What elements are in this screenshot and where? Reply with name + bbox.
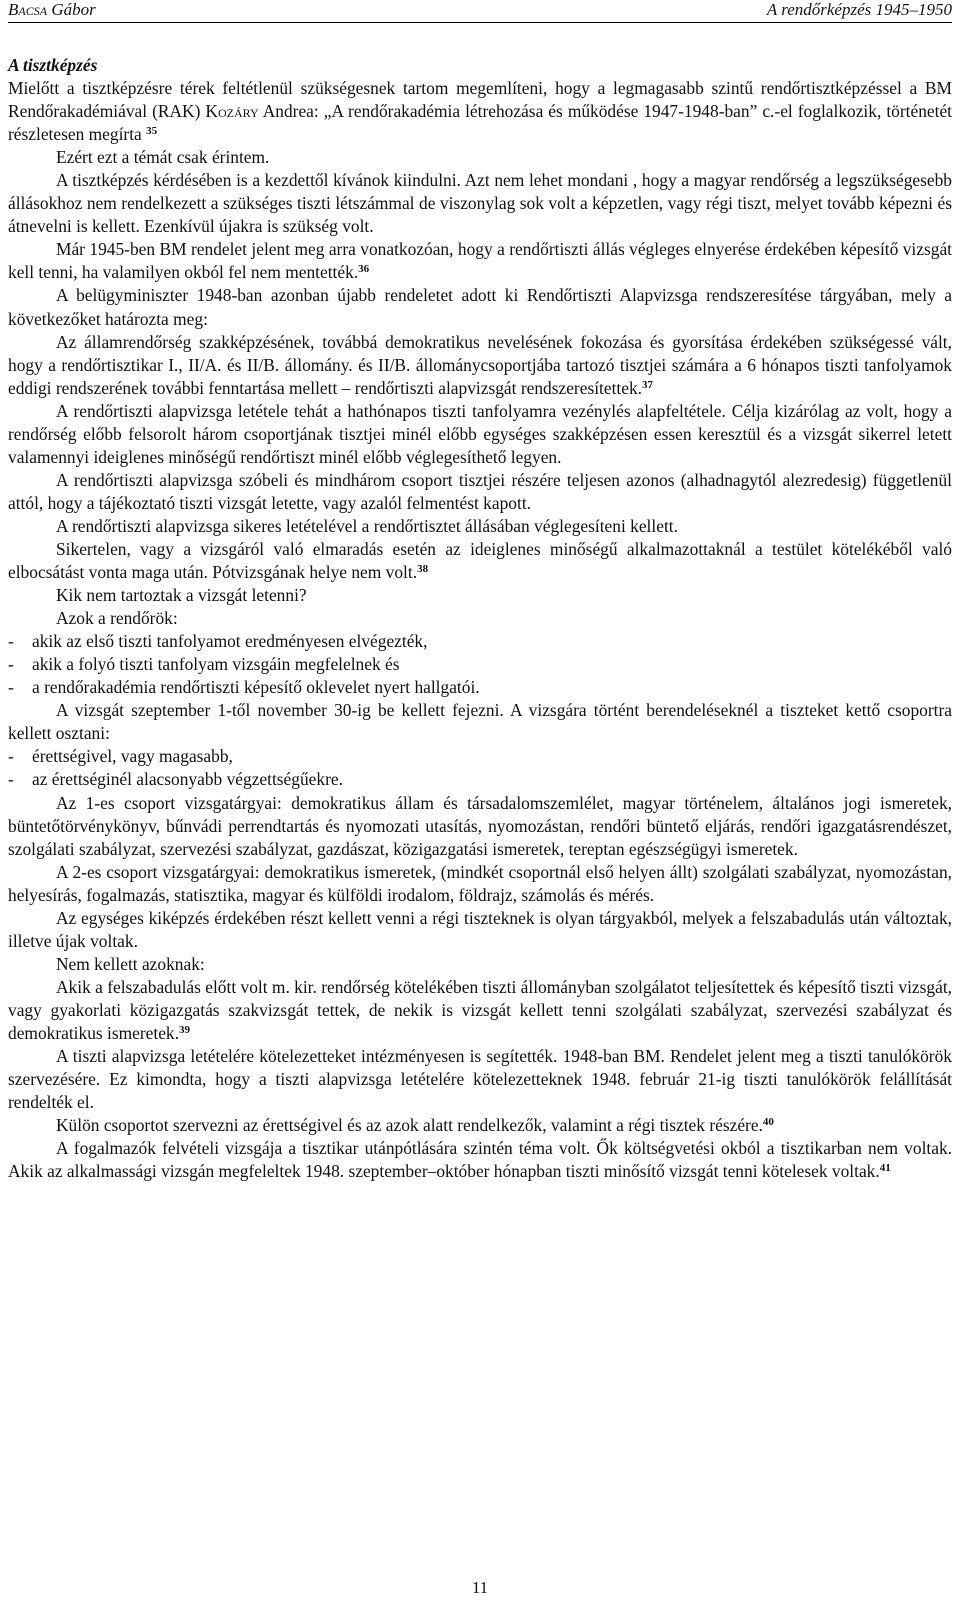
footnote-ref: 35 [146, 125, 158, 138]
header-title: A rendőrképzés 1945–1950 [766, 0, 952, 19]
paragraph: Már 1945-ben BM rendelet jelent meg arra vonatkozóan, hogy a rendőrtiszti állás végleges elnyerése érdekében képesítő vizsgát kell tenni, ha valamilyen okból fel nem mentették.$^{36}$ [8, 239, 952, 283]
footnote-ref: 39 [178, 1023, 190, 1036]
list-item: - akik az első tiszti tanfolyamot eredményesen elvégezték, [8, 631, 428, 652]
paragraph: A rendőrtiszti alapvizsga sikeres letételével a rendőrtisztet állásában véglegesíteni kellett. [56, 515, 678, 536]
paragraph: Sikertelen, vagy a vizsgáról való elmaradás esetén az ideiglenes minőségű alkalmazottaknál a testület kötelékéből való elbocsátást vonta maga után. Pótvizsgának helye nem volt.$^{38}$ [8, 538, 952, 583]
paragraph: Mielőtt a tisztképzésre térek feltétlenül szükségesnek tartom megemlíteni, hogy a legmagasabb szintű rendőrtisztképzéssel a BM Rendőrakadémiával (RAK) Kozáry Andrea: „A rendőrakadémia létrehozása és működése 1947-1948-ban” c.-el foglalkozik, történetét részletesen megírta $^{35}$ [8, 78, 952, 145]
paragraph: Az államrendőrség szakképzésének, továbbá demokratikus nevelésének fokozása és gyorsítása érdekében szükségessé vált, hogy a rendőrtisztikar I., II/A. és II/B. állomány. és II/B. állománycsoportjába tartozó tisztjei számára a 6 hónapos tiszti tanfolyamok eddigi rendszerének további fenntartása mellett – rendőrtiszti alapvizsgát rendszeresítettek.$^{37}$ [8, 331, 952, 398]
footnote-ref: 38 [417, 563, 429, 576]
list-item: - akik a folyó tiszti tanfolyam vizsgáin megfelelnek és [8, 654, 400, 675]
section-heading: A tisztképzés [8, 55, 98, 75]
page-number: 11 [471, 1578, 489, 1597]
paragraph: A fogalmazók felvételi vizsgája a tisztikar utánpótlására szintén téma volt. Ők költségvetési okból a tisztikarban nem voltak. Akik az alkalmassági vizsgán megfeleltek 1948. szeptember–október hónapban tiszti minősítő vizsgát tenni kötelesek voltak.$^{41}$ [8, 1138, 952, 1182]
paragraph: A rendőrtiszti alapvizsga szóbeli és mindhárom csoport tisztjei részére teljesen azonos (alhadnagytól alezredesig) függetlenül attól, hogy a tájékoztató tiszti vizsgát letette, vagy azalól felmentést kapott. [8, 469, 952, 513]
footnote-ref: 36 [358, 263, 370, 276]
paragraph: Azok a rendőrök: [56, 608, 178, 629]
page-body [8, 54, 952, 1183]
paragraph: A tiszti alapvizsga letételére kötelezetteket intézményesen is segítették. 1948-ban BM. Rendelet jelent meg a tiszti tanulókörök szervezésére. Ez kimondta, hogy a tiszti alapvizsga letételére kötelezetteknek 1948. február 21-ig tiszti tanulókörök felállítását rendelték el. [8, 1046, 952, 1113]
list-item: - az érettséginél alacsonyabb végzettségűekre. [8, 769, 343, 790]
paragraph: Nem kellett azoknak: [56, 953, 205, 974]
running-header [8, 0, 952, 23]
paragraph: A 2-es csoport vizsgatárgyai: demokratikus ismeretek, (mindkét csoportnál első helyen állt) szolgálati szabályzat, nyomozástan, helyesírás, fogalmazás, statisztika, magyar és külföldi irodalom, földrajz, számolás és mérés. [8, 861, 952, 905]
paragraph: A tisztképzés kérdésében is a kezdettől kívánok kiindulni. Azt nem lehet mondani , hogy a magyar rendőrség a legszükségesebb állásokhoz nem rendelkezett a szükséges tiszti létszámmal de viszonylag sok volt a képzetlen, vagy régi tiszt, melyet tovább képezni és átnevelni is kellett. Ezenkívül újakra is szükség volt. [8, 170, 952, 237]
footnote-ref: 37 [642, 378, 654, 391]
paragraph: Az egységes kiképzés érdekében részt kellett venni a régi tiszteknek is olyan tárgyakból, melyek a felszabadulás után változtak, illetve újak voltak. [8, 907, 952, 951]
paragraph: Az 1-es csoport vizsgatárgyai: demokratikus állam és társadalomszemlélet, magyar történelem, általános jogi ismeretek, büntetőtörvénykönyv, bűnvádi perrendtartás és nyomozati utasítás, nyomozástan, rendőri büntető eljárás, rendőri igazgatásrendészet, szolgálati szabályzat, szervezési szabályzat, gazdászat, közigazgatási ismeretek, tereptan egészségügyi ismeretek. [8, 792, 952, 859]
paragraph: A vizsgát szeptember 1-től november 30-ig be kellett fejezni. A vizsgára történt berendeléseknél a tiszteket kettő csoportra kellett osztani: [8, 700, 952, 744]
paragraph: Külön csoportot szervezni az érettségivel és az azok alatt rendelkezők, valamint a régi tisztek részére.$^{40}$ [56, 1115, 774, 1136]
paragraph: A rendőrtiszti alapvizsga letétele tehát a hathónapos tiszti tanfolyamra vezénylés alapfeltétele. Célja kizárólag az volt, hogy a rendőrség előbb felsorolt három csoportjának tisztjei minél előbb egységes szakképzésen essen keresztül és a vizsgát sikerrel letett valamennyi ideiglenes minőségű rendőrtiszt minél előbb véglegesíthető legyen. [8, 400, 952, 467]
footnote-ref: 41 [879, 1162, 891, 1175]
paragraph: Kik nem tartoztak a vizsgát letenni? [56, 585, 307, 606]
paragraph: Akik a felszabadulás előtt volt m. kir. rendőrség kötelékében tiszti állományban szolgálatot teljesítettek és képesítő tiszti vizsgát, vagy gyakorlati közigazgatás szakvizsgát tettek, de nekik is vizsgát kellett tenni szolgálati szabályzat, szervezési szabályzat és demokratikus ismeretek.$^{39}$ [8, 976, 952, 1043]
list-item: - érettségivel, vagy magasabb, [8, 746, 233, 767]
header-author: Bacsa Gábor [8, 0, 96, 19]
list-item: - a rendőrakadémia rendőrtiszti képesítő oklevelet nyert hallgatói. [8, 677, 480, 698]
paragraph: A belügyminiszter 1948-ban azonban újabb rendeletet adott ki Rendőrtiszti Alapvizsga rendszeresítése tárgyában, mely a következőket határozta meg: [8, 285, 952, 329]
footnote-ref: 40 [762, 1116, 774, 1129]
paragraph: Ezért ezt a témát csak érintem. [56, 147, 270, 168]
